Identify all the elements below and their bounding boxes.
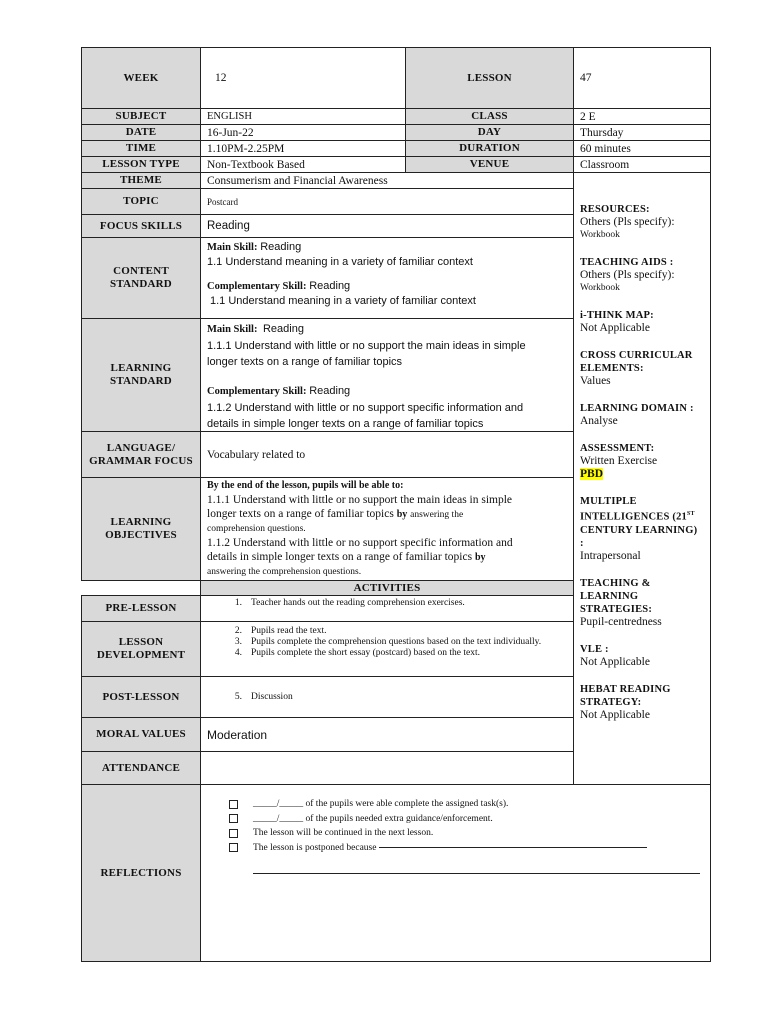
time-label: TIME [81, 140, 201, 157]
lesson-label: LESSON [405, 47, 574, 109]
language-focus-label: LANGUAGE/ GRAMMAR FOCUS [81, 431, 201, 478]
assessment-label: ASSESSMENT: [580, 443, 655, 454]
lesson-development-activities [200, 621, 574, 677]
sidebar-details: RESOURCES: Others (Pls specify): Workbook TEACHING AIDS : Others (Pls specify): Workbook i-THINK MAP: Not Applicable CROSS CURRICULAR ELEMENTS: Values LEARNING DOMAIN : Analyse ASSESSMENT: Written Exercise PBD MULTIPLE INTELLIGENCES (21ST CENTURY LEARNING) : Intrapersonal TEACHING & LEARNING STRATEGIES: Pupil-centredness VLE : Not Applicable HEBAT READING STRATEGY: Not Applicable [573, 172, 711, 785]
lesson-type-label: LESSON TYPE [81, 156, 201, 173]
moral-values-value: Moderation [200, 717, 574, 752]
learning-objectives-value: By the end of the lesson, pupils will be able to: 1.1.1 Understand with little or no support the main ideas in simple longer texts on a range of familiar topics by answering the comprehension questions. 1.1.2 Understand with little or no support specific information and details in simple longer texts on a range of familiar topics by answering the comprehension questions. [200, 477, 574, 581]
content-standard-label: CONTENT STANDARD [81, 237, 201, 319]
objectives-intro: By the end of the lesson, pupils will be able to: [207, 480, 404, 491]
checkbox-icon[interactable] [229, 843, 238, 852]
week-label: WEEK [81, 47, 201, 109]
subject-label: SUBJECT [81, 108, 201, 125]
lesson-plan-table [81, 47, 711, 962]
learning-objectives-label: LEARNING OBJECTIVES [81, 477, 201, 581]
content-comp-text: 1.1 Understand meaning in a variety of familiar context [210, 295, 476, 307]
reflection-item: The lesson will be continued in the next lesson. [229, 826, 710, 841]
date-label: DATE [81, 124, 201, 141]
cross-curricular-label: CROSS CURRICULAR [580, 350, 693, 361]
reflection-extra-line[interactable] [253, 873, 700, 874]
learning-standard-value: Main Skill: Reading 1.1.1 Understand with little or no support the main ideas in simple longer texts on a range of familiar topics Complementary Skill: Reading 1.1.2 Understand with little or no support specific information and details in simple longer texts on a range of familiar topics [200, 318, 574, 432]
hebat-reading-label: HEBAT READING [580, 683, 671, 695]
lesson-value: 47 [573, 47, 711, 109]
content-standard-value: Main Skill: Reading 1.1 Understand meaning in a variety of familiar context Complementary Skill: Reading 1.1 Understand meaning in a variety of familiar context [200, 237, 574, 319]
reflection-item: _____/_____ of the pupils needed extra guidance/enforcement. [229, 812, 710, 827]
resources-label: RESOURCES: [580, 204, 650, 215]
activities-header: ACTIVITIES [200, 580, 574, 596]
learning-domain-label: LEARNING DOMAIN : [580, 403, 694, 414]
reflections-label: REFLECTIONS [81, 784, 201, 962]
lesson-development-label: LESSON DEVELOPMENT [81, 621, 201, 677]
teaching-strategies-label: TEACHING & [580, 577, 651, 589]
checkbox-icon[interactable] [229, 829, 238, 838]
checkbox-icon[interactable] [229, 800, 238, 809]
complementary-skill-label: Complementary Skill: [207, 281, 307, 292]
post-lesson-activities [200, 676, 574, 718]
pre-lesson-activities [200, 595, 574, 622]
pbd-badge: PBD [580, 468, 603, 480]
activity-item: 3. Pupils complete the comprehension questions based on the text individually. [234, 637, 542, 647]
venue-value: Classroom [573, 156, 711, 173]
postponed-reason-line[interactable] [379, 847, 647, 848]
content-main-text: 1.1 Understand meaning in a variety of familiar context [207, 256, 473, 268]
ithink-map-label: i-THINK MAP: [580, 310, 654, 321]
lesson-type-value: Non-Textbook Based [200, 156, 406, 173]
post-lesson-label: POST-LESSON [81, 676, 201, 718]
reflection-item: _____/_____ of the pupils were able complete the assigned task(s). [229, 797, 710, 812]
focus-skills-value: Reading [200, 214, 574, 238]
duration-value: 60 minutes [573, 140, 711, 157]
checkbox-icon[interactable] [229, 814, 238, 823]
class-value: 2 E [573, 108, 711, 125]
reflections-value [200, 784, 711, 962]
teaching-aids-label: TEACHING AIDS : [580, 257, 674, 268]
reflection-item: The lesson is postponed because [229, 841, 710, 856]
topic-label: TOPIC [81, 188, 201, 215]
main-skill-label: Main Skill: [207, 242, 258, 253]
topic-value: Postcard [200, 188, 574, 215]
moral-values-label: MORAL VALUES [81, 717, 201, 752]
subject-value: ENGLISH [200, 108, 406, 125]
venue-label: VENUE [405, 156, 574, 173]
class-label: CLASS [405, 108, 574, 125]
week-value: 12 [200, 47, 406, 109]
language-focus-value: Vocabulary related to [200, 431, 574, 478]
day-value: Thursday [573, 124, 711, 141]
duration-label: DURATION [405, 140, 574, 157]
learning-standard-label: LEARNING STANDARD [81, 318, 201, 432]
activity-item: 2. Pupils read the text. [234, 626, 327, 636]
multiple-intelligences-label: MULTIPLE [580, 496, 637, 507]
theme-label: THEME [81, 172, 201, 189]
activity-item: 5. Discussion [234, 691, 293, 702]
time-value: 1.10PM-2.25PM [200, 140, 406, 157]
vle-label: VLE : [580, 643, 609, 655]
focus-skills-label: FOCUS SKILLS [81, 214, 201, 238]
day-label: DAY [405, 124, 574, 141]
activity-item: 1. Teacher hands out the reading comprehension exercises. [234, 598, 465, 608]
attendance-label: ATTENDANCE [81, 751, 201, 785]
date-value: 16-Jun-22 [200, 124, 406, 141]
attendance-value [200, 751, 574, 785]
theme-value: Consumerism and Financial Awareness [200, 172, 574, 189]
pre-lesson-label: PRE-LESSON [81, 595, 201, 622]
activity-item: 4. Pupils complete the short essay (postcard) based on the text. [234, 648, 481, 658]
